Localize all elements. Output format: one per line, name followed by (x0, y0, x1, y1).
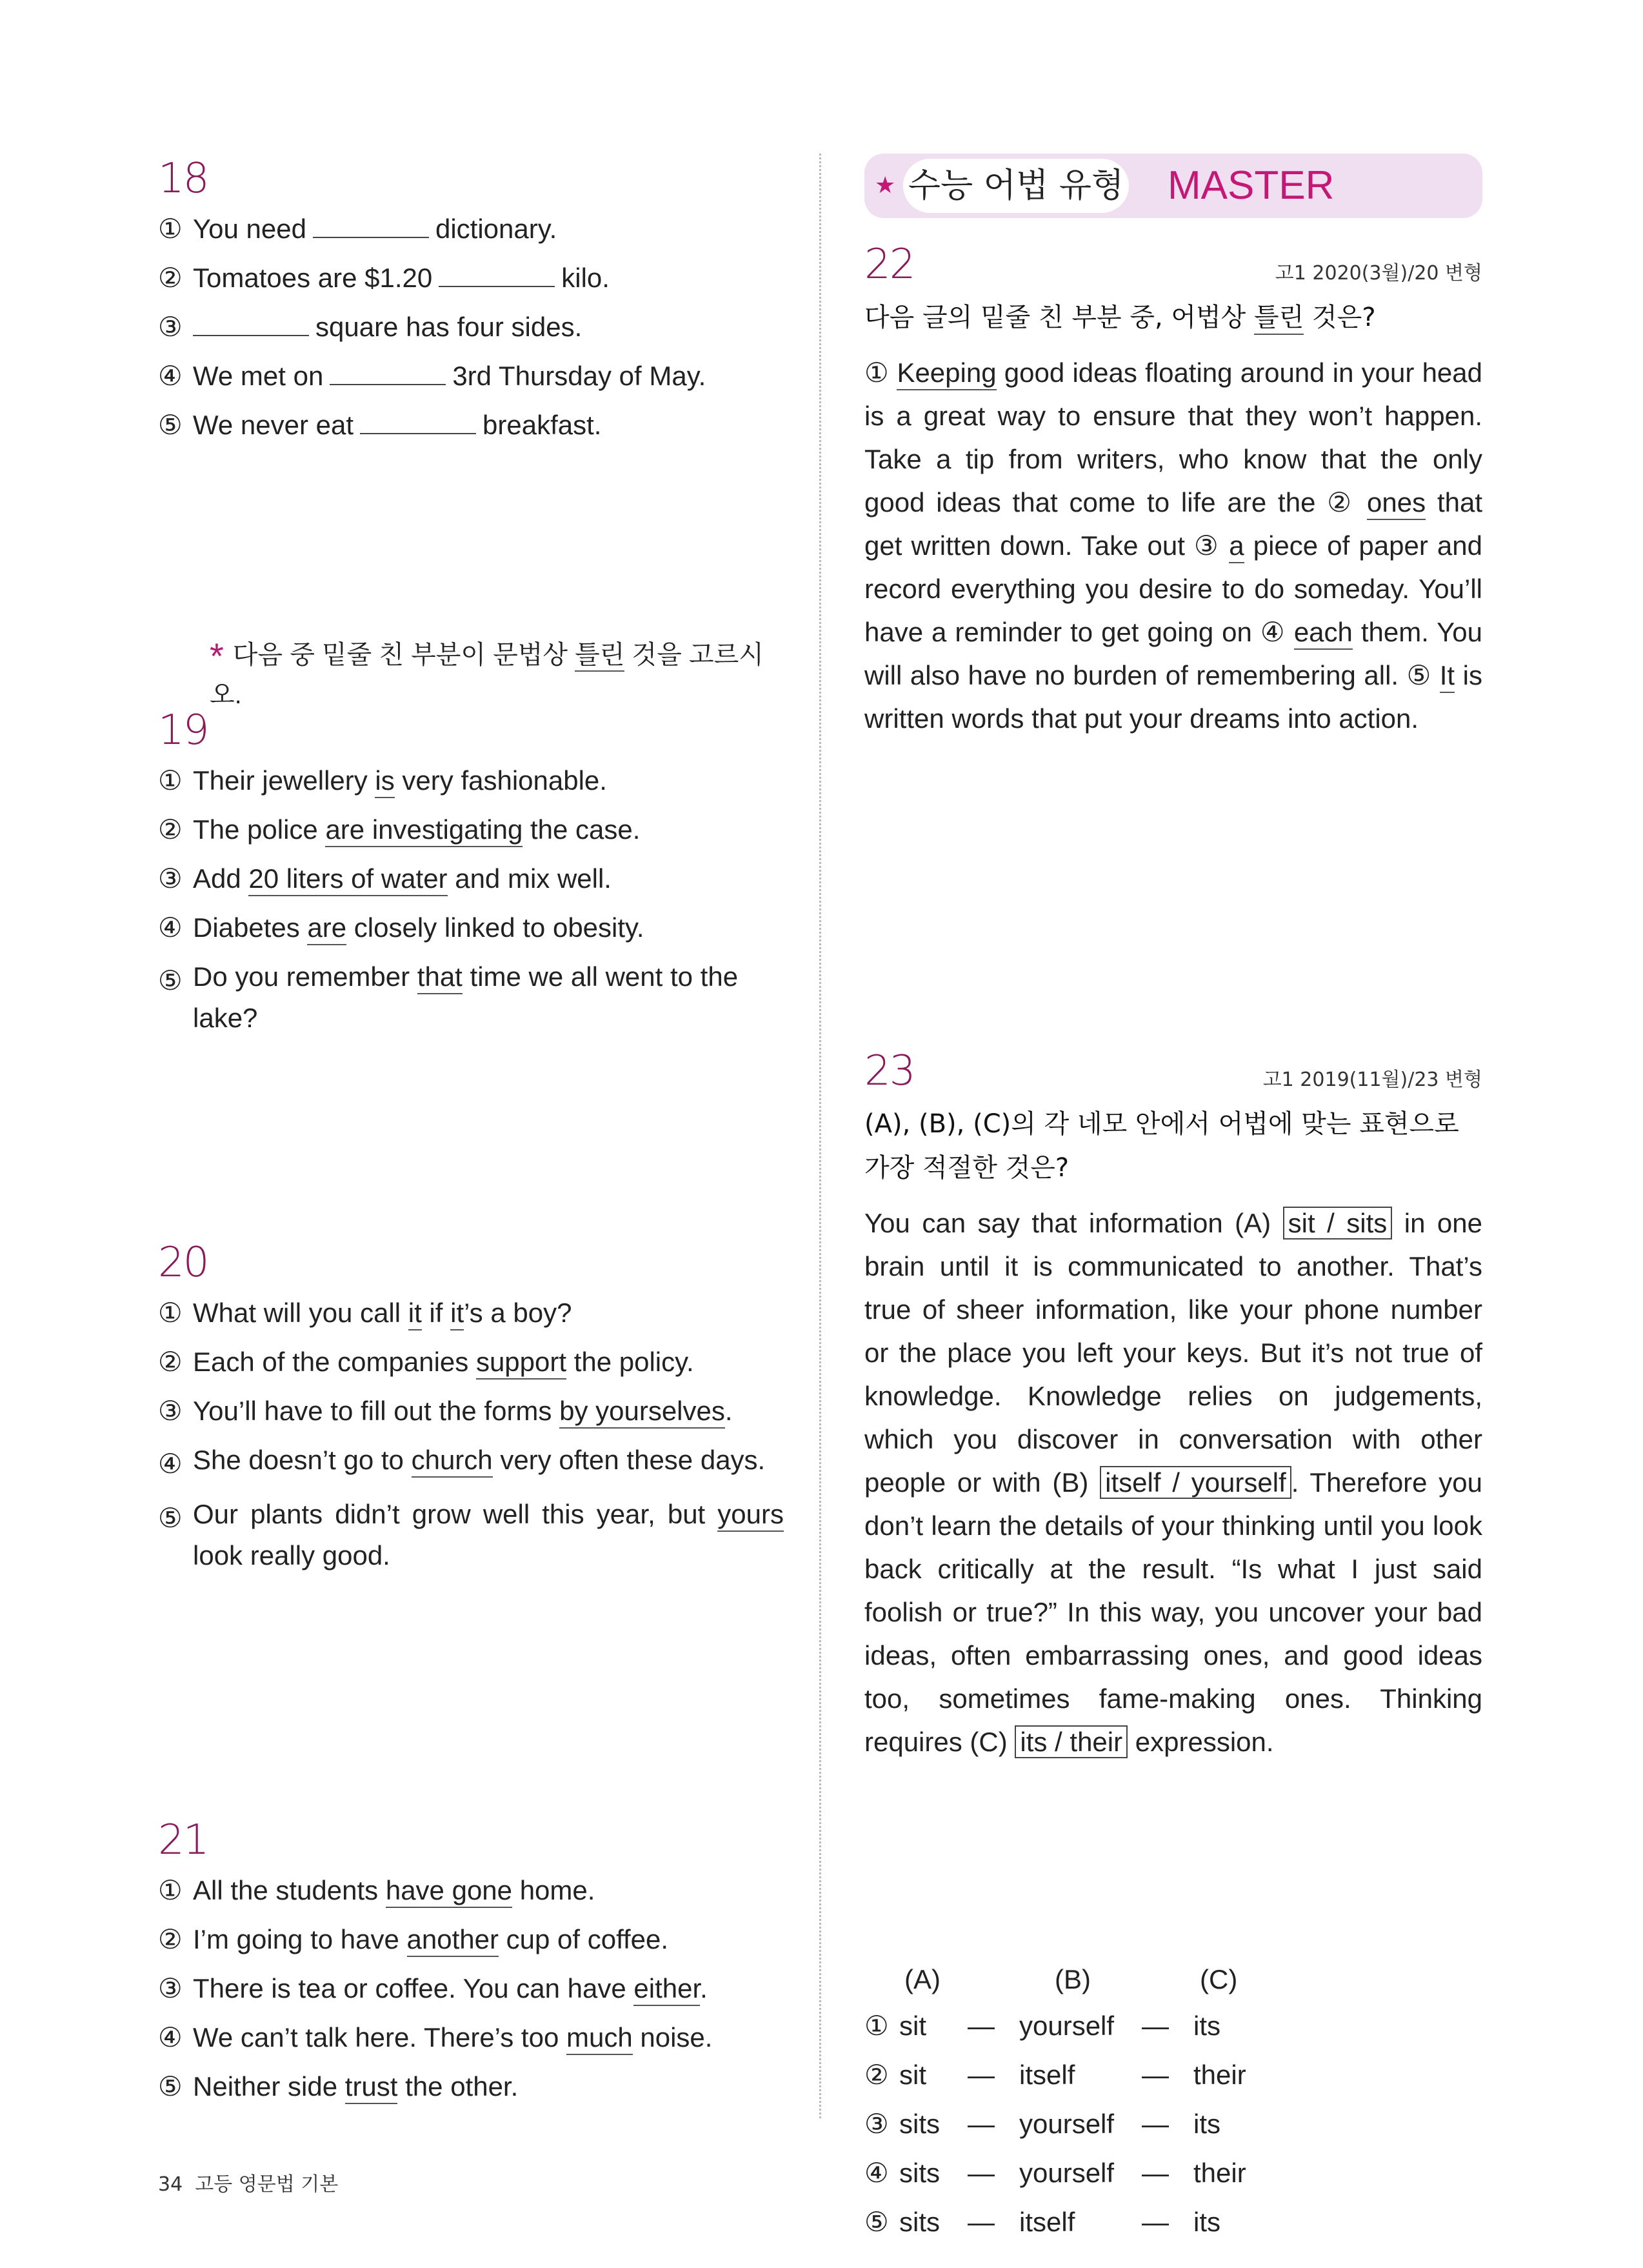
choice-4: ④ We met on 3rd Thursday of May. (158, 361, 706, 391)
answer-table (864, 1960, 1482, 2257)
answer-option-5[interactable]: ⑤ sits — itself — its (864, 2207, 1220, 2237)
choice-3: ③ You’ll have to fill out the forms by yourselves. (158, 1387, 784, 1436)
section-banner (864, 154, 1482, 218)
question-number: 21 (158, 1816, 208, 1864)
choice-1: ① You need dictionary. (158, 214, 557, 244)
choice-2: ② Each of the companies support the policy. (158, 1338, 784, 1387)
question-prompt: (A), (B), (C)의 각 네모 안에서 어법에 맞는 표현으로 가장 적절한 것은? (864, 1109, 1459, 1183)
star-icon: ★ (875, 172, 896, 198)
question-number: 22 (864, 241, 915, 288)
banner-master: MASTER (1168, 163, 1335, 208)
question-number: 19 (158, 707, 208, 754)
answer-option-3[interactable]: ③ sits — yourself — its (864, 2109, 1220, 2139)
choice-3: ③ There is tea or coffee. You can have either. (158, 1964, 784, 2013)
question-source: 고1 2019(11월)/23 변형 (1262, 1069, 1482, 1091)
column-divider (819, 154, 821, 2118)
choice-5: ⑤ Our plants didn’t grow well this year, but yours look really good. (158, 1499, 784, 1571)
column-a-header: (A) (904, 1964, 941, 1994)
choice-1: ① All the students have gone home. (158, 1866, 784, 1915)
question-source: 고1 2020(3월)/20 변형 (1275, 262, 1482, 285)
instruction-line: * 다음 중 밑줄 친 부분이 문법상 틀린 것을 고르시오. (210, 636, 764, 710)
question-number: 23 (864, 1047, 915, 1095)
choice-2: ② I’m going to have another cup of coffee. (158, 1915, 784, 1964)
choice-5: ⑤ We never eat breakfast. (158, 410, 602, 440)
question-number: 20 (158, 1239, 208, 1287)
choice-box-a: sit / sits (1283, 1207, 1393, 1239)
page-footer (158, 2168, 338, 2196)
question-19 (158, 707, 784, 1039)
choice-2: ② The police are investigating the case. (158, 805, 784, 854)
choice-box-b: itself / yourself (1100, 1466, 1291, 1499)
choice-1: ① What will you call it if it’s a boy? (158, 1289, 784, 1338)
answer-option-2[interactable]: ② sit — itself — their (864, 2060, 1246, 2090)
answer-blank (193, 313, 309, 336)
choice-3: ③ square has four sides. (158, 312, 583, 342)
choice-2: ② Tomatoes are $1.20 kilo. (158, 263, 610, 293)
choice-4: ④ Diabetes are closely linked to obesity. (158, 903, 784, 952)
question-22 (864, 241, 1483, 740)
book-title: 고등 영문법 기본 (195, 2173, 339, 2196)
choice-4: ④ We can’t talk here. There’s too much noise. (158, 2013, 784, 2062)
answer-option-1[interactable]: ① sit — yourself — its (864, 2011, 1220, 2041)
question-number: 18 (158, 155, 208, 203)
answer-blank (360, 411, 476, 434)
question-passage: You can say that information (A) sit / sits in one brain until it is communicated to another. That’s true of sheer information, like your phone number or the place you left your keys. But it’s not true of knowledge. Knowledge relies on judgements, which you discover in conversation with other people or with (B) itself / yourself . Therefore you don’t learn the details of your thinking until you look back critically at the result. “Is what I just said foolish or true?” In this way, you uncover your bad ideas, often embarrassing ones, and good ideas too, sometimes fame-making ones. Thinking requires (C) its / their expression. (864, 1208, 1483, 1757)
asterisk-icon: * (210, 636, 224, 677)
column-c-header: (C) (1200, 1964, 1238, 1994)
question-prompt: 다음 글의 밑줄 친 부분 중, 어법상 틀린 것은? (864, 296, 1482, 339)
choice-3: ③ Add 20 liters of water and mix well. (158, 854, 784, 903)
question-20 (158, 1239, 784, 1576)
choice-5: ⑤ Do you remember that time we all went to the lake? (158, 961, 739, 1033)
answer-blank (313, 215, 429, 238)
question-23 (864, 1047, 1483, 1763)
choice-1: ① Their jewellery is very fashionable. (158, 756, 784, 805)
choice-5: ⑤ Neither side trust the other. (158, 2062, 784, 2111)
banner-label: 수능 어법 유형 (903, 159, 1129, 213)
question-passage: ① Keeping good ideas floating around in your head is a great way to ensure that they won’t happen. Take a tip from writers, who know that the only good ideas that come to life are the ② ones that get written down. Take out ③ a piece of paper and record everything you desire to do someday. You’ll have a reminder to get going on ④ each them. You will also have no burden of remembering all. ⑤ It is written words that put your dreams into action. (864, 357, 1483, 734)
question-21 (158, 1816, 784, 2111)
answer-option-4[interactable]: ④ sits — yourself — their (864, 2158, 1246, 2188)
answer-blank (439, 264, 555, 287)
choice-4: ④ She doesn’t go to church very often these days. (158, 1445, 766, 1479)
choice-box-c: its / their (1015, 1725, 1128, 1758)
column-b-header: (B) (1055, 1964, 1091, 1994)
question-18 (158, 155, 784, 450)
page-number: 34 (158, 2173, 183, 2196)
answer-blank (330, 362, 446, 385)
